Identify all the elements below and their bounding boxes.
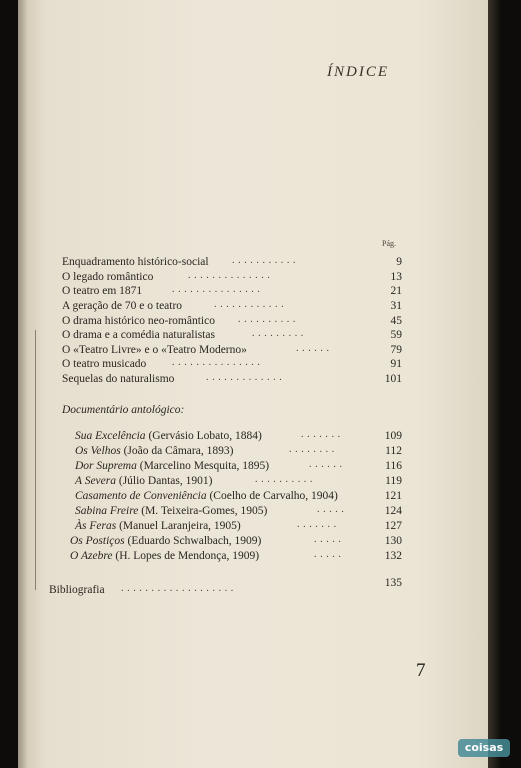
anthology-entry-page: 121 (384, 490, 402, 502)
anthology-entry-page: 127 (384, 520, 402, 532)
anthology-entry-page: 119 (385, 475, 402, 487)
leader-dots: ....... (297, 519, 340, 530)
play-title: Sua Excelência (75, 430, 146, 442)
toc-entry-label: O «Teatro Livre» e o «Teatro Moderno» (62, 344, 247, 356)
leader-dots: ............ (214, 299, 288, 310)
anthology-entry-label (70, 549, 259, 563)
leader-dots: ........... (232, 255, 300, 266)
play-title: A Severa (75, 475, 116, 487)
play-author: (Coelho de Carvalho, 1904) (206, 490, 338, 502)
toc-entry-label: Sequelas do naturalismo (62, 373, 175, 385)
anthology-entry-page: 124 (384, 505, 402, 517)
leader-dots: ....... (301, 429, 344, 440)
toc-entry-label: A geração de 70 e o teatro (62, 300, 183, 312)
leader-dots: ..... (314, 534, 345, 545)
page-edge (488, 0, 521, 768)
leader-dots: .......... (238, 314, 299, 325)
play-author: (M. Teixeira-Gomes, 1905) (138, 505, 268, 517)
anthology-entry-label (75, 459, 269, 473)
play-title: Os Postiços (70, 535, 125, 547)
page-gutter-shadow (18, 0, 28, 768)
play-author: (Manuel Laranjeira, 1905) (116, 520, 241, 532)
anthology-entry-label (75, 504, 267, 518)
leader-dots: ................... (121, 583, 237, 594)
toc-entry-label: O legado romântico (62, 271, 154, 283)
play-title: Às Feras (75, 520, 117, 532)
play-title: Os Velhos (75, 445, 121, 457)
leader-dots: ............... (172, 357, 264, 368)
toc-entry-label: O teatro em 1871 (62, 285, 143, 297)
toc-entry-label: O drama histórico neo-romântico (62, 315, 215, 327)
leader-dots: ............. (206, 372, 286, 383)
anthology-entry-page: 132 (384, 550, 402, 562)
toc-entry-page: 31 (390, 300, 402, 312)
anthology-entry-label (75, 429, 262, 443)
leader-dots: ............... (172, 284, 264, 295)
index-heading: ÍNDICE (327, 64, 389, 80)
toc-entry-page: 13 (390, 271, 402, 283)
toc-entry-label: Enquadramento histórico-social (62, 256, 209, 268)
toc-entry-page: 91 (390, 358, 402, 370)
anthology-entry-label (75, 489, 338, 503)
leader-dots: ...... (309, 459, 346, 470)
play-title: O Azebre (70, 550, 113, 562)
leader-dots: ........ (289, 444, 338, 455)
anthology-entry-label (70, 534, 261, 548)
play-author: (Gervásio Lobato, 1884) (145, 430, 262, 442)
anthology-entry-page: 112 (385, 445, 402, 457)
play-title: Dor Suprema (75, 460, 137, 472)
anthology-entry-label (75, 444, 233, 458)
toc-entry-label: O teatro musicado (62, 358, 147, 370)
play-title: Casamento de Conveniência (75, 490, 207, 502)
toc-entry-label: O drama e a comédia naturalistas (62, 329, 215, 341)
leader-dots: ..... (314, 549, 345, 560)
leader-dots: ...... (296, 343, 333, 354)
toc-entry-page: 9 (396, 256, 402, 268)
anthology-entry-label (75, 519, 241, 533)
leader-dots: .............. (188, 270, 274, 281)
play-author: (João da Câmara, 1893) (120, 445, 234, 457)
bibliography-page: 135 (384, 577, 402, 589)
play-author: (H. Lopes de Mendonça, 1909) (112, 550, 260, 562)
leader-dots: ..... (317, 504, 348, 515)
anthology-heading: Documentário antológico: (62, 404, 185, 416)
watermark-logo: coisas (458, 739, 510, 757)
toc-entry-page: 101 (384, 373, 402, 385)
toc-entry-page: 21 (390, 285, 402, 297)
gutter-line (35, 330, 36, 590)
leader-dots: ......... (252, 328, 307, 339)
toc-entry-page: 79 (390, 344, 402, 356)
page-column-header: Pág. (382, 239, 396, 248)
play-author: (Eduardo Schwalbach, 1909) (124, 535, 262, 547)
bibliography-label: Bibliografia (49, 584, 105, 596)
anthology-entry-page: 109 (384, 430, 402, 442)
leader-dots: .......... (255, 474, 316, 485)
anthology-entry-label (75, 474, 212, 488)
play-author: (Marcelino Mesquita, 1895) (136, 460, 270, 472)
page-number: 7 (416, 660, 426, 681)
toc-entry-page: 45 (390, 315, 402, 327)
anthology-entry-page: 116 (385, 460, 402, 472)
toc-entry-page: 59 (390, 329, 402, 341)
anthology-entry-page: 130 (384, 535, 402, 547)
play-title: Sabina Freire (75, 505, 139, 517)
play-author: (Júlio Dantas, 1901) (115, 475, 213, 487)
